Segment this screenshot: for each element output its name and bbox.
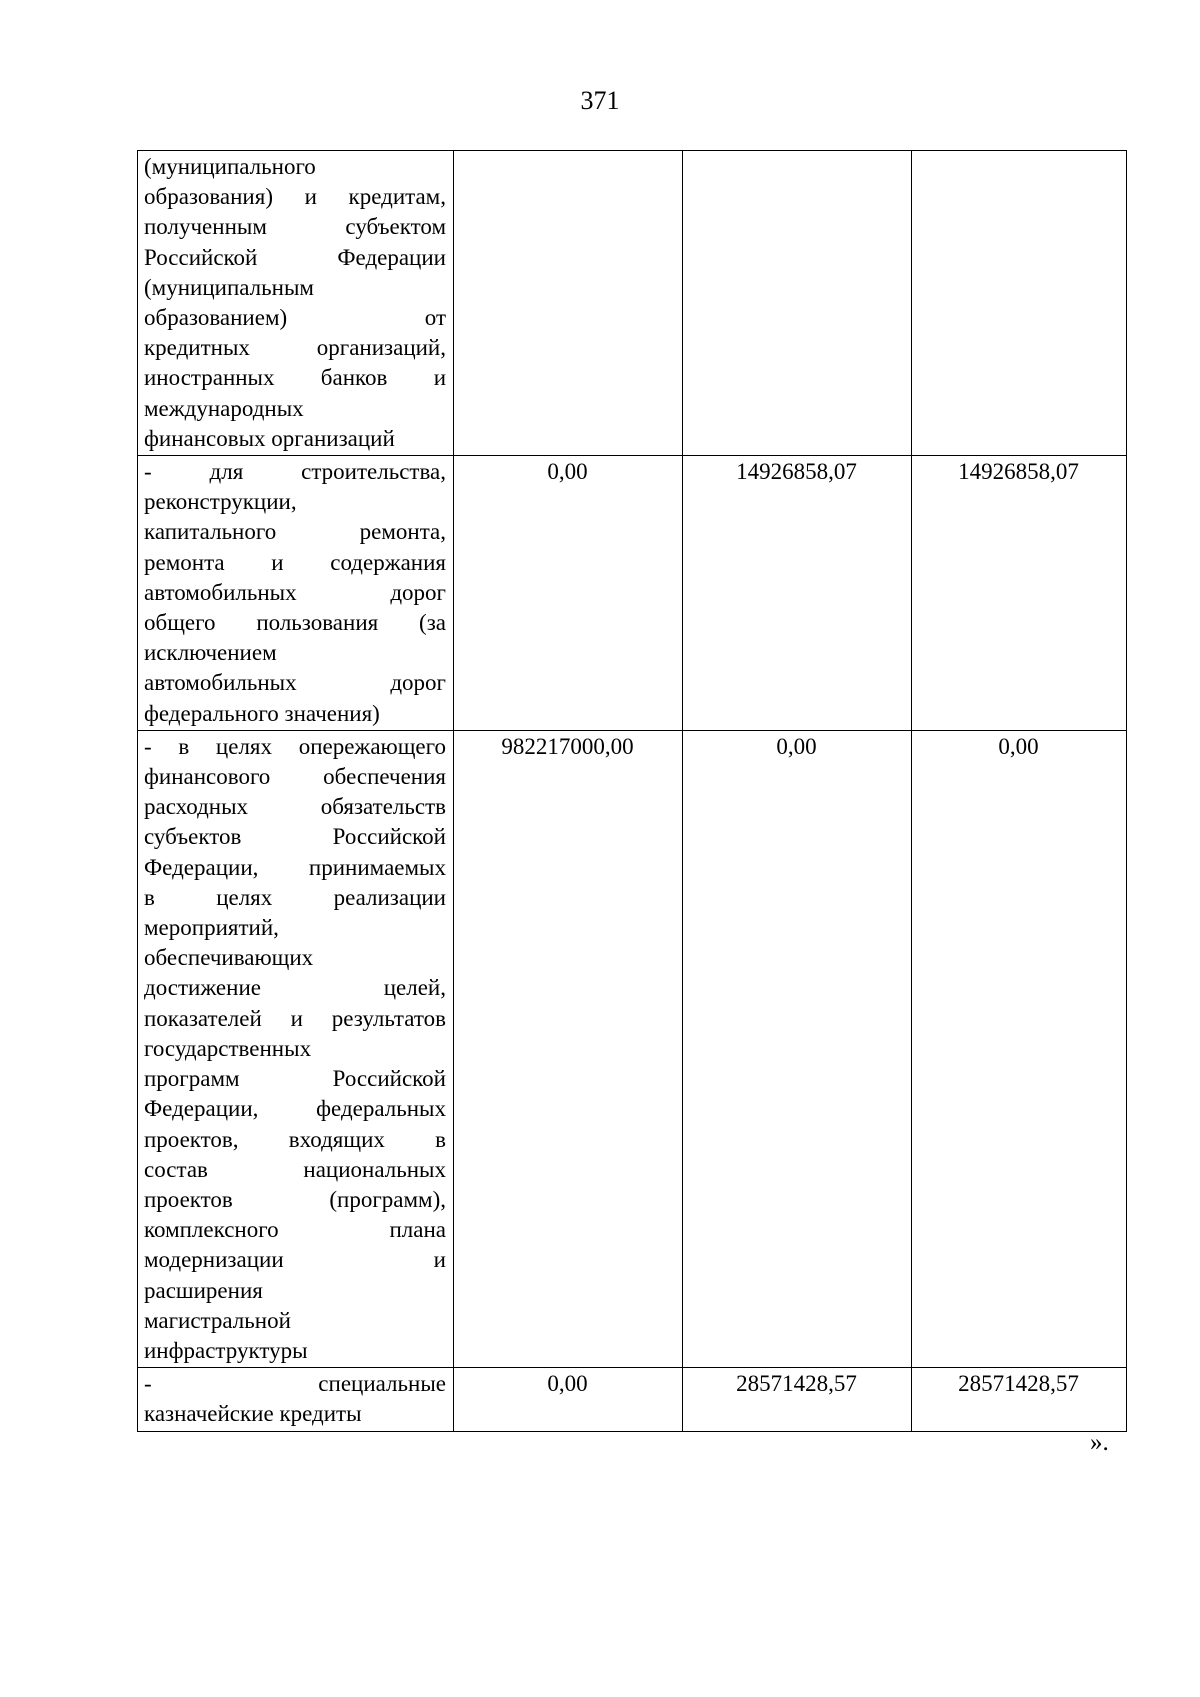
value-cell-2: [683, 151, 912, 456]
value-cell-1: 0,00: [454, 456, 683, 731]
description-line: субъектов Российской: [144, 824, 446, 850]
row-description: [138, 1368, 454, 1431]
description-line: автомобильных дорог: [144, 579, 446, 605]
row-description: [138, 151, 454, 456]
description-line: образованием) от: [144, 305, 446, 331]
description-line: проектов (программ),: [144, 1186, 446, 1212]
description-line: состав национальных: [144, 1156, 446, 1182]
description-line: ремонта и содержания: [144, 549, 446, 575]
description-line: - для строительства,: [144, 459, 446, 485]
description-line: государственных: [144, 1035, 312, 1061]
page-number: 371: [580, 86, 620, 115]
description-line: капитального ремонта,: [144, 519, 446, 545]
description-line: - специальные: [144, 1371, 446, 1397]
description-line: (муниципальным: [144, 274, 314, 300]
row-description: [138, 456, 454, 731]
value-cell-2: 0,00: [683, 730, 912, 1367]
description-line: расширения: [144, 1277, 263, 1303]
description-line: Федерации, федеральных: [144, 1096, 446, 1122]
description-line: Российской Федерации: [144, 244, 446, 270]
description-line: проектов, входящих в: [144, 1126, 446, 1152]
description-line: кредитных организаций,: [144, 335, 446, 361]
description-line: модернизации и: [144, 1247, 446, 1273]
value-cell-3: 0,00: [912, 730, 1127, 1367]
description-line: федерального значения): [144, 700, 380, 726]
description-line: финансовых организаций: [144, 425, 395, 451]
description-line: Федерации, принимаемых: [144, 854, 446, 880]
value-cell-3: 14926858,07: [912, 456, 1127, 731]
table-row: [138, 151, 1127, 456]
description-line: общего пользования (за: [144, 610, 446, 636]
row-description: [138, 730, 454, 1367]
description-line: финансового обеспечения: [144, 764, 446, 790]
description-line: (муниципального: [144, 154, 316, 179]
description-line: магистральной: [144, 1307, 291, 1333]
table-row: [138, 730, 1127, 1367]
description-line: иностранных банков и: [144, 365, 446, 391]
description-line: мероприятий,: [144, 915, 279, 941]
description-line: обеспечивающих: [144, 945, 314, 971]
description-line: расходных обязательств: [144, 794, 446, 820]
value-cell-1: 0,00: [454, 1368, 683, 1431]
description-line: полученным субъектом: [144, 214, 446, 240]
description-line: - в целях опережающего: [144, 733, 446, 759]
description-line: реконструкции,: [144, 489, 297, 515]
value-cell-1: 982217000,00: [454, 730, 683, 1367]
description-line: образования) и кредитам,: [144, 184, 446, 210]
table-row: [138, 456, 1127, 731]
description-line: программ Российской: [144, 1066, 446, 1092]
value-cell-3: 28571428,57: [912, 1368, 1127, 1431]
table-row: [138, 1368, 1127, 1431]
description-line: в целях реализации: [144, 884, 446, 910]
value-cell-1: [454, 151, 683, 456]
budget-table: [137, 150, 1127, 1432]
description-line: исключением: [144, 640, 277, 666]
description-line: комплексного плана: [144, 1217, 446, 1243]
description-line: инфраструктуры: [144, 1337, 308, 1363]
value-cell-2: 14926858,07: [683, 456, 912, 731]
description-line: казначейские кредиты: [144, 1401, 362, 1427]
description-line: международных: [144, 395, 304, 421]
description-line: достижение целей,: [144, 975, 446, 1001]
value-cell-2: 28571428,57: [683, 1368, 912, 1431]
description-line: автомобильных дорог: [144, 670, 446, 696]
closing-quote: ».: [1090, 1429, 1109, 1456]
value-cell-3: [912, 151, 1127, 456]
description-line: показателей и результатов: [144, 1005, 446, 1031]
